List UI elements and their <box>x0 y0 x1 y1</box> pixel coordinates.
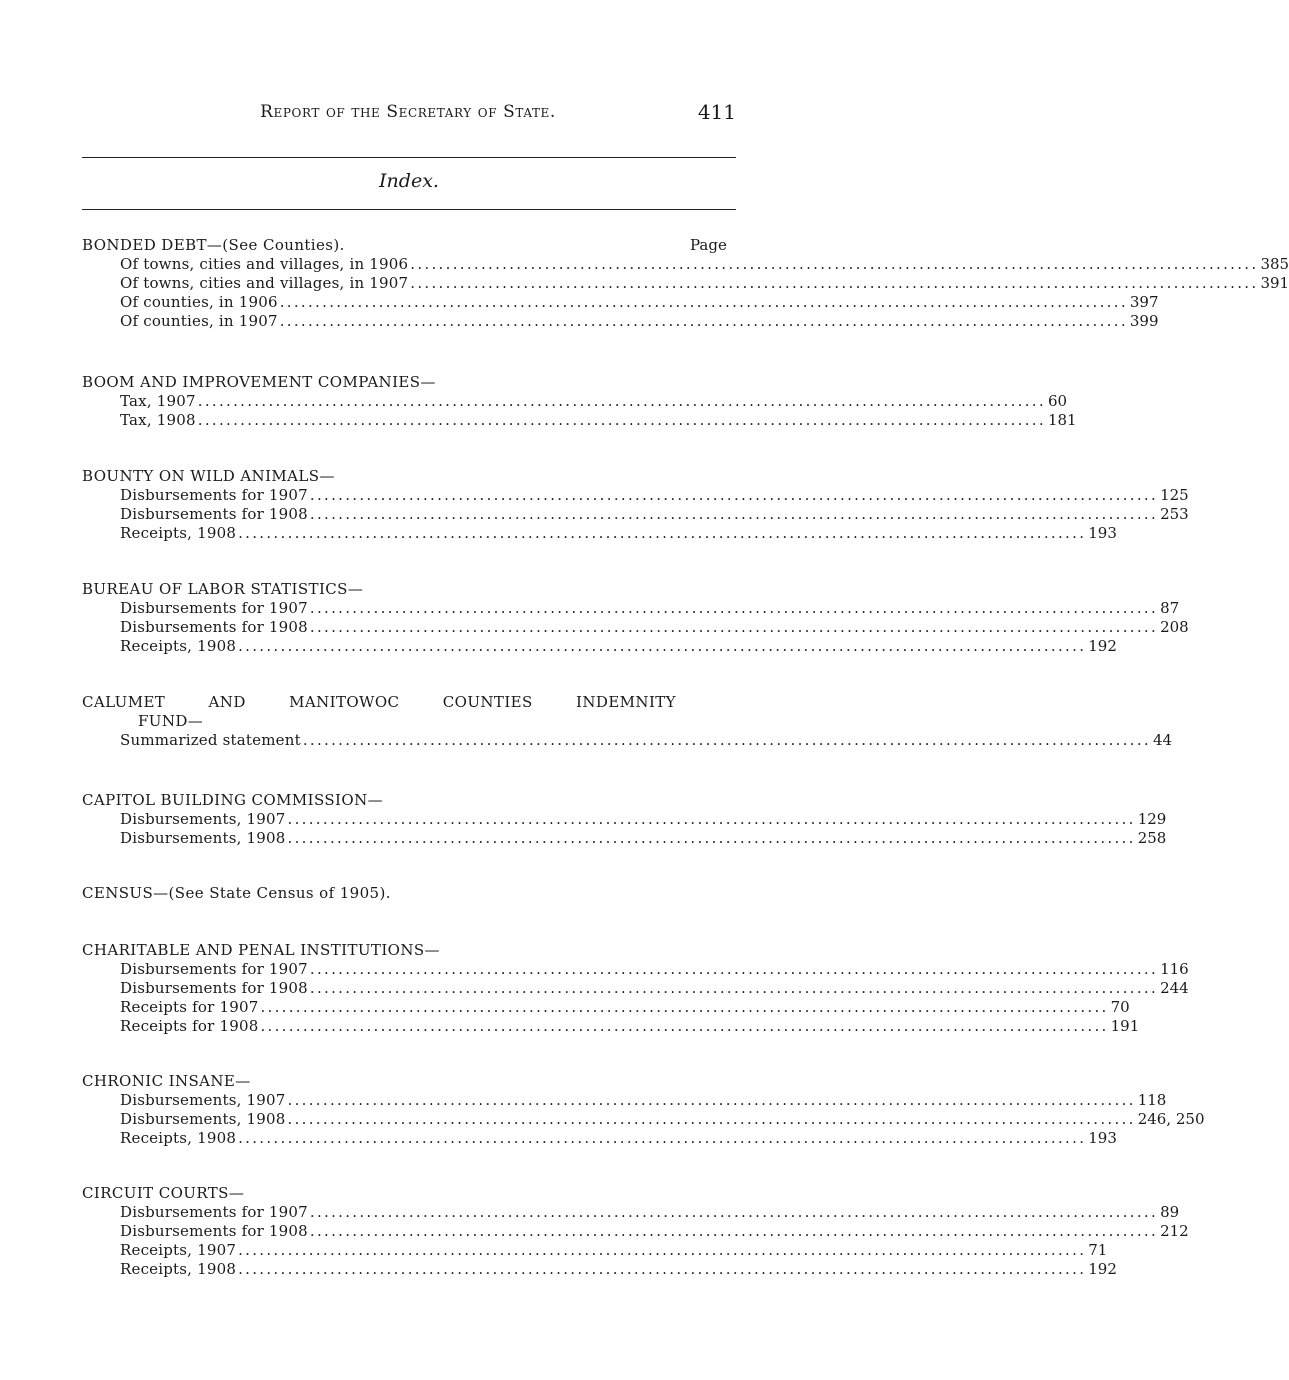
dot-leader: ........................................................................................................................ <box>238 524 1087 542</box>
item-label: Receipts, 1908 <box>120 1129 237 1147</box>
index-entry <box>82 791 1167 848</box>
item-label: Receipts, 1908 <box>120 637 237 655</box>
page-number: 411 <box>697 100 736 124</box>
item-label: Of towns, cities and villages, in 1907 <box>120 274 409 292</box>
item-label: Disbursements for 1907 <box>120 486 308 504</box>
top-rule <box>82 157 736 158</box>
item-page-number: 397 <box>1129 293 1159 311</box>
running-head-title: Report of the Secretary of State. <box>260 102 556 122</box>
entry-heading: CHRONIC INSANE— <box>82 1072 251 1090</box>
item-page-number: 60 <box>1047 392 1068 410</box>
index-entry <box>82 236 1289 331</box>
item-label: Receipts, 1908 <box>120 524 237 542</box>
item-page-number: 191 <box>1110 1017 1140 1035</box>
index-entry <box>82 1184 1189 1279</box>
entry-item <box>82 392 1068 411</box>
item-page-number: 125 <box>1160 486 1189 504</box>
entry-heading: BOOM AND IMPROVEMENT COMPANIES— <box>82 373 436 391</box>
item-label: Receipts, 1907 <box>120 1241 237 1259</box>
item-label: Receipts, 1908 <box>120 1260 237 1278</box>
dot-leader: ........................................................................................................................ <box>238 637 1087 655</box>
entry-item <box>82 960 1189 979</box>
dot-leader: ........................................................................................................................ <box>238 1260 1087 1278</box>
item-page-number: 193 <box>1088 524 1117 542</box>
dot-leader: ........................................................................................................................ <box>238 1241 1087 1259</box>
entry-heading: CIRCUIT COURTS— <box>82 1184 245 1202</box>
index-entry <box>82 884 736 903</box>
entry-item <box>82 274 1289 293</box>
dot-leader: ........................................................................................................................ <box>279 293 1128 311</box>
item-label: Disbursements for 1908 <box>120 1222 308 1240</box>
dot-leader: ........................................................................................................................ <box>309 618 1159 636</box>
entry-item <box>82 1203 1180 1222</box>
page-column-label: Page <box>690 236 727 254</box>
entry-heading: CHARITABLE AND PENAL INSTITUTIONS— <box>82 941 440 959</box>
index-entry <box>82 580 1189 656</box>
item-label: Disbursements, 1907 <box>120 810 286 828</box>
entry-heading: BUREAU OF LABOR STATISTICS— <box>82 580 364 598</box>
index-title: Index. <box>379 170 439 192</box>
bottom-rule <box>82 209 736 210</box>
item-label: Disbursements for 1907 <box>120 1203 308 1221</box>
item-label: Receipts for 1908 <box>120 1017 259 1035</box>
item-label: Disbursements for 1907 <box>120 960 308 978</box>
dot-leader: ........................................................................................................................ <box>287 1110 1136 1128</box>
entry-item <box>82 486 1189 505</box>
entry-item <box>82 829 1167 848</box>
item-page-number: 71 <box>1088 1241 1108 1259</box>
entry-item <box>82 1017 1140 1036</box>
item-page-number: 129 <box>1137 810 1167 828</box>
entry-item <box>82 731 1173 750</box>
dot-leader: ........................................................................................................................ <box>197 411 1046 429</box>
item-page-number: 258 <box>1137 829 1167 847</box>
entry-item <box>82 810 1167 829</box>
item-label: Tax, 1907 <box>120 392 196 410</box>
item-label: Summarized statement <box>120 731 301 749</box>
dot-leader: ........................................................................................................................ <box>287 1091 1136 1109</box>
entry-item <box>82 312 1159 331</box>
entry-item <box>82 524 1117 543</box>
item-label: Of towns, cities and villages, in 1906 <box>120 255 409 273</box>
entry-item <box>82 255 1289 274</box>
item-label: Disbursements for 1908 <box>120 618 308 636</box>
entry-item <box>82 1222 1189 1241</box>
item-page-number: 116 <box>1160 960 1189 978</box>
item-page-number: 244 <box>1160 979 1189 997</box>
entry-heading-continuation: FUND— <box>138 712 204 730</box>
entry-item <box>82 1241 1108 1260</box>
item-label: Tax, 1908 <box>120 411 196 429</box>
entry-item <box>82 979 1189 998</box>
entry-item <box>82 998 1130 1017</box>
item-label: Disbursements, 1907 <box>120 1091 286 1109</box>
item-page-number: 192 <box>1088 637 1117 655</box>
dot-leader: ........................................................................................................................ <box>260 998 1109 1016</box>
dot-leader: ........................................................................................................................ <box>197 392 1046 410</box>
item-page-number: 391 <box>1260 274 1289 292</box>
item-page-number: 208 <box>1160 618 1189 636</box>
entry-item <box>82 1091 1167 1110</box>
item-page-number: 44 <box>1152 731 1173 749</box>
entry-item <box>82 505 1189 524</box>
item-label: Of counties, in 1906 <box>120 293 278 311</box>
running-header <box>80 102 736 126</box>
entry-item <box>82 411 1077 430</box>
item-page-number: 385 <box>1260 255 1289 273</box>
entry-item <box>82 1129 1117 1148</box>
dot-leader: ........................................................................................................................ <box>287 810 1136 828</box>
item-label: Disbursements for 1907 <box>120 599 308 617</box>
entry-heading: BONDED DEBT—(See Counties). <box>82 236 345 254</box>
entry-item <box>82 618 1189 637</box>
index-entry <box>82 693 1173 750</box>
dot-leader: ........................................................................................................................ <box>309 960 1159 978</box>
dot-leader: ........................................................................................................................ <box>309 1203 1159 1221</box>
entry-heading: CENSUS—(See State Census of 1905). <box>82 884 391 902</box>
item-page-number: 246, 250 <box>1137 1110 1205 1128</box>
dot-leader: ........................................................................................................................ <box>309 979 1159 997</box>
entry-item <box>82 1110 1205 1129</box>
item-page-number: 253 <box>1160 505 1189 523</box>
item-label: Disbursements, 1908 <box>120 829 286 847</box>
item-label: Disbursements, 1908 <box>120 1110 286 1128</box>
dot-leader: ........................................................................................................................ <box>279 312 1128 330</box>
dot-leader: ........................................................................................................................ <box>410 255 1259 273</box>
item-page-number: 87 <box>1160 599 1180 617</box>
item-label: Of counties, in 1907 <box>120 312 278 330</box>
entry-heading: CAPITOL BUILDING COMMISSION— <box>82 791 383 809</box>
item-page-number: 118 <box>1137 1091 1167 1109</box>
item-page-number: 193 <box>1088 1129 1117 1147</box>
entry-item <box>82 1260 1117 1279</box>
item-label: Receipts for 1907 <box>120 998 259 1016</box>
dot-leader: ........................................................................................................................ <box>238 1129 1087 1147</box>
entry-heading: BOUNTY ON WILD ANIMALS— <box>82 467 335 485</box>
item-page-number: 181 <box>1047 411 1077 429</box>
entry-heading: CALUMET AND MANITOWOC COUNTIES INDEMNITY <box>82 693 676 711</box>
dot-leader: ........................................................................................................................ <box>309 599 1159 617</box>
dot-leader: ........................................................................................................................ <box>287 829 1136 847</box>
item-label: Disbursements for 1908 <box>120 505 308 523</box>
item-page-number: 212 <box>1160 1222 1189 1240</box>
item-page-number: 89 <box>1160 1203 1180 1221</box>
index-entry <box>82 1072 1205 1148</box>
index-entry <box>82 373 1077 430</box>
index-entry <box>82 467 1189 543</box>
entry-item <box>82 637 1117 656</box>
entry-item <box>82 293 1159 312</box>
dot-leader: ........................................................................................................................ <box>309 1222 1159 1240</box>
index-entry <box>82 941 1189 1036</box>
item-page-number: 399 <box>1129 312 1159 330</box>
entry-item <box>82 599 1180 618</box>
dot-leader: ........................................................................................................................ <box>410 274 1259 292</box>
item-page-number: 192 <box>1088 1260 1117 1278</box>
dot-leader: ........................................................................................................................ <box>309 486 1159 504</box>
dot-leader: ........................................................................................................................ <box>309 505 1159 523</box>
dot-leader: ........................................................................................................................ <box>260 1017 1109 1035</box>
item-page-number: 70 <box>1110 998 1130 1016</box>
dot-leader: ........................................................................................................................ <box>302 731 1151 749</box>
item-label: Disbursements for 1908 <box>120 979 308 997</box>
